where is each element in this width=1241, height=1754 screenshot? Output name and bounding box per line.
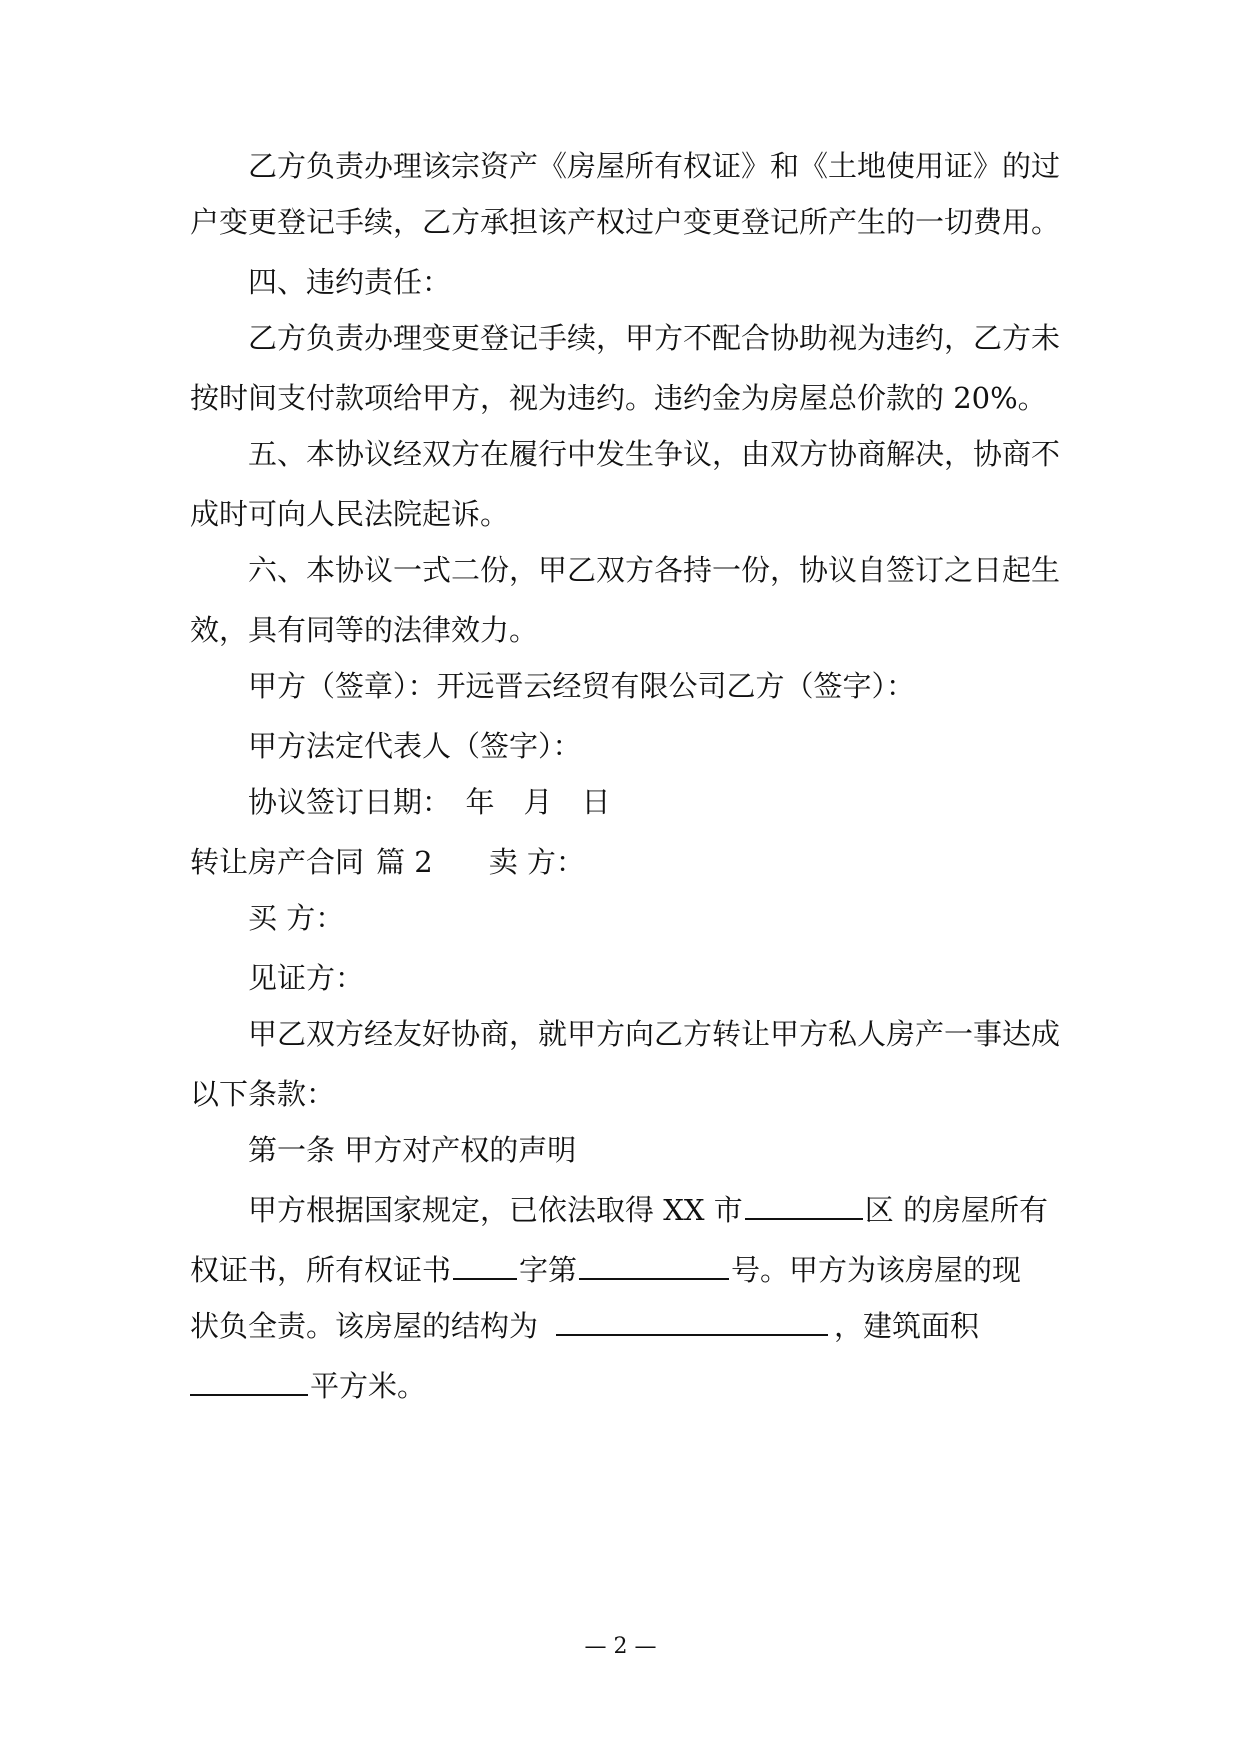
paragraph-line: 按时间支付款项给甲方，视为违约。违约金为房屋总价款的 20%。 [190, 381, 1047, 415]
witness-label: 见证方： [248, 961, 365, 995]
paragraph-line: 乙方负责办理变更登记手续，甲方不配合协助视为违约，乙方未 [248, 321, 1061, 355]
article-heading: 第一条 甲方对产权的声明 [248, 1133, 577, 1167]
signature-line-party-a: 甲方（签章）：开远晋云经贸有限公司乙方（签字）： [248, 669, 916, 703]
clause-text: ，建筑面积 [834, 1309, 980, 1343]
clause-text: 甲方根据国家规定，已依法取得 XX 市 [248, 1193, 743, 1227]
paragraph-line: 户变更登记手续，乙方承担该产权过户变更登记所产生的一切费用。 [190, 205, 1061, 239]
blank-structure [556, 1306, 828, 1336]
blank-area [190, 1366, 308, 1396]
paragraph-line: 甲乙双方经友好协商，就甲方向乙方转让甲方私人房产一事达成 [248, 1017, 1061, 1051]
clause-text: 状负全责。该房屋的结构为 [190, 1309, 539, 1343]
clause-line [190, 1366, 426, 1406]
paragraph-line: 成时可向人民法院起诉。 [190, 497, 510, 531]
seller-label: 卖 方： [488, 845, 585, 879]
signing-date-line: 协议签订日期： 年 月 日 [248, 785, 611, 819]
paragraph-line: 以下条款： [190, 1077, 336, 1111]
paragraph-line: 效，具有同等的法律效力。 [190, 613, 539, 647]
contract-heading [190, 842, 585, 882]
clause-text: 权证书，所有权证书 [190, 1253, 452, 1287]
clause-line [190, 1306, 979, 1346]
blank-certificate-prefix [453, 1250, 517, 1280]
signature-line-representative: 甲方法定代表人（签字）： [248, 729, 582, 763]
blank-district [745, 1190, 863, 1220]
contract-title: 转让房产合同 [190, 845, 365, 879]
clause-text: 区 的房屋所有 [864, 1193, 1048, 1227]
clause-text: 字第 [519, 1253, 578, 1287]
section-heading: 四、违约责任： [248, 265, 452, 299]
paragraph-line: 乙方负责办理该宗资产《房屋所有权证》和《土地使用证》的过 [248, 149, 1061, 183]
clause-line [190, 1250, 1021, 1290]
contract-section: 篇 2 [376, 845, 433, 879]
paragraph-line: 五、本协议经双方在履行中发生争议，由双方协商解决，协商不 [248, 437, 1061, 471]
blank-certificate-number [579, 1250, 729, 1280]
clause-text: 平方米。 [310, 1369, 427, 1403]
paragraph-line: 六、本协议一式二份，甲乙双方各持一份，协议自签订之日起生 [248, 553, 1061, 587]
page-number: — 2 — [584, 1634, 657, 1659]
buyer-label: 买 方： [248, 901, 345, 935]
clause-line [248, 1190, 1048, 1230]
clause-text: 号。甲方为该房屋的现 [731, 1253, 1022, 1287]
